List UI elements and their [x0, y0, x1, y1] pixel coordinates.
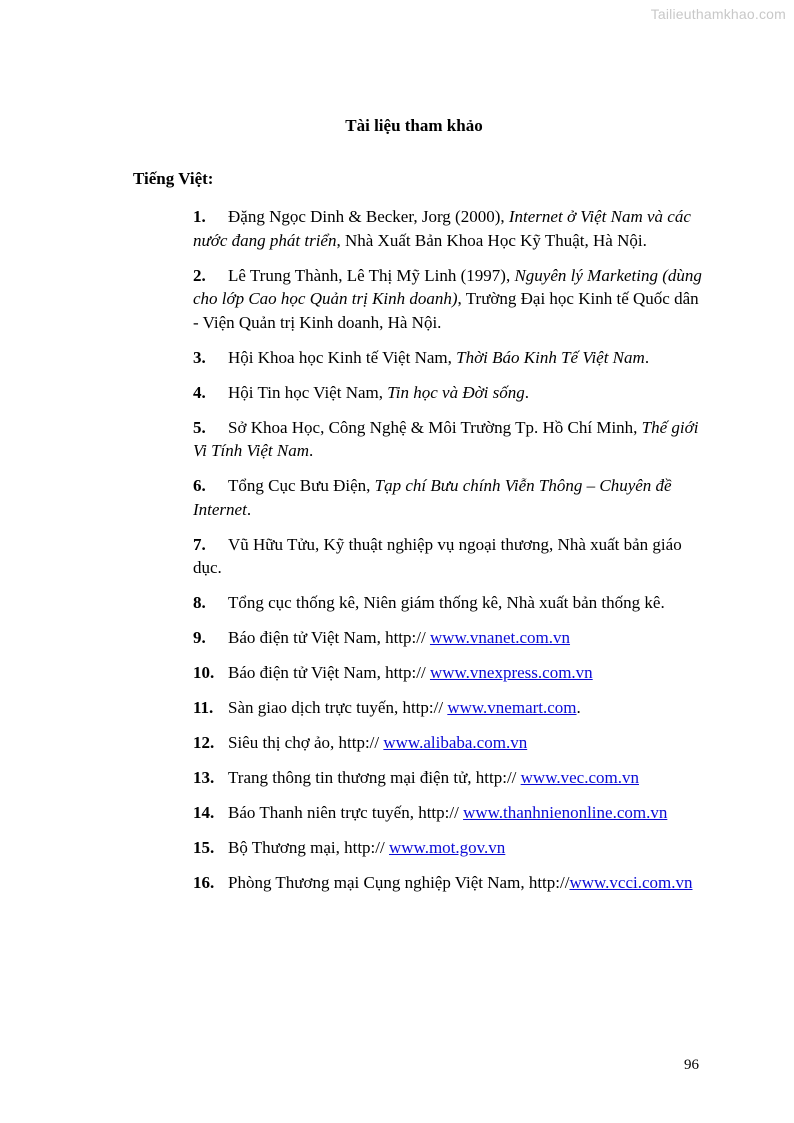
reference-title: Thời Báo Kinh Tế Việt Nam	[456, 347, 645, 367]
reference-number: 10.	[193, 663, 215, 682]
reference-item	[193, 731, 705, 755]
reference-link[interactable]: www.vcci.com.vn	[569, 873, 693, 892]
reference-text: Báo Thanh niên trực tuyến, http://	[228, 803, 464, 822]
reference-text: Sàn giao dịch trực tuyến, http://	[228, 698, 448, 717]
reference-text: Vũ Hữu Tửu, Kỹ thuật nghiệp vụ ngoại thương, Nhà xuất bản giáo dục.	[193, 534, 682, 577]
page-number: 96	[684, 1057, 699, 1073]
reference-number: 11.	[193, 698, 214, 717]
reference-item	[193, 871, 705, 895]
reference-number: 2.	[193, 265, 206, 285]
reference-text-end: .	[309, 441, 314, 460]
reference-item	[193, 416, 705, 463]
reference-item	[193, 346, 705, 370]
reference-text: Tổng cục thống kê, Niên giám thống kê, Nhà xuất bản thống kê.	[228, 593, 665, 612]
reference-item	[193, 836, 705, 860]
reference-number: 5.	[193, 417, 206, 437]
reference-link[interactable]: www.mot.gov.vn	[388, 838, 506, 857]
reference-item	[193, 264, 705, 335]
reference-text: Siêu thị chợ ảo, http://	[228, 733, 384, 752]
reference-link[interactable]: www.vnanet.com.vn	[429, 628, 571, 647]
reference-number: 13.	[193, 768, 215, 787]
reference-text-end: .	[246, 499, 252, 519]
reference-text: Lê Trung Thành, Lê Thị Mỹ Linh (1997),	[228, 265, 515, 285]
reference-item	[193, 591, 705, 615]
reference-title: Tạp chí Bưu chính Viễn Thông – Chuyên đề Internet	[193, 476, 672, 519]
reference-text: Hội Tin học Việt Nam,	[228, 382, 388, 402]
reference-text: Báo điện tử Việt Nam, http://	[228, 663, 430, 682]
reference-number: 4.	[193, 382, 206, 402]
reference-item	[193, 766, 705, 790]
reference-link[interactable]: www.thanhnienonline.com.vn	[463, 803, 668, 822]
reference-number: 9.	[193, 628, 206, 647]
reference-title: Internet ở Việt Nam và các nước đang phát triển	[193, 207, 691, 250]
reference-text: Đặng Ngọc Dinh & Becker, Jorg (2000),	[228, 207, 509, 226]
reference-title: Nguyên lý Marketing (dùng cho lớp Cao học Quản trị Kinh doanh)	[193, 265, 702, 308]
reference-number: 7.	[193, 534, 206, 554]
reference-text-end: .	[576, 698, 581, 717]
reference-item	[193, 205, 705, 252]
reference-item	[193, 381, 705, 405]
reference-text: Báo điện tử Việt Nam, http://	[228, 628, 430, 647]
reference-title: Tin học và Đời sống	[387, 382, 525, 402]
reference-item	[193, 626, 705, 650]
reference-item	[193, 696, 705, 720]
reference-text: Trang thông tin thương mại điện tử, http://	[228, 768, 521, 787]
reference-item	[193, 533, 705, 580]
reference-link[interactable]: www.vnemart.com	[447, 698, 577, 717]
reference-number: 15.	[193, 838, 215, 857]
reference-text-end: .	[524, 382, 530, 402]
reference-number: 16.	[193, 873, 215, 892]
reference-item	[193, 801, 705, 825]
reference-item	[193, 474, 705, 521]
watermark: Tailieuthamkhao.com	[650, 6, 786, 22]
reference-link[interactable]: www.alibaba.com.vn	[383, 733, 528, 752]
reference-text: Phòng Thương mại Cụng nghiệp Việt Nam, http://	[228, 873, 570, 892]
reference-number: 1.	[193, 207, 206, 226]
reference-text-end: , Trường Đại học Kinh tế Quốc dân - Viện Quản trị Kinh doanh, Hà Nội.	[193, 289, 699, 332]
section-heading: Tiếng Việt:	[133, 169, 214, 188]
reference-text: Sở Khoa Học, Công Nghệ & Môi Trường Tp. Hồ Chí Minh,	[228, 417, 642, 437]
reference-link[interactable]: www.vnexpress.com.vn	[429, 663, 593, 682]
reference-text: Hội Khoa học Kinh tế Việt Nam,	[228, 347, 457, 367]
reference-text-end: .	[644, 347, 650, 367]
reference-number: 8.	[193, 593, 206, 612]
reference-text-end: , Nhà Xuất Bản Khoa Học Kỹ Thuật, Hà Nội.	[336, 230, 647, 250]
reference-text: Tổng Cục Bưu Điện,	[228, 476, 375, 495]
reference-number: 3.	[193, 347, 206, 367]
reference-number: 6.	[193, 476, 206, 495]
reference-title: Thế giới Vi Tính Việt Nam	[193, 417, 699, 460]
reference-text: Bộ Thương mại, http://	[228, 838, 389, 857]
reference-item	[193, 661, 705, 685]
reference-list	[193, 205, 705, 906]
page-title: Tài liệu tham khảo	[345, 116, 483, 135]
reference-number: 12.	[193, 733, 215, 752]
reference-link[interactable]: www.vec.com.vn	[520, 768, 639, 787]
reference-number: 14.	[193, 803, 215, 822]
